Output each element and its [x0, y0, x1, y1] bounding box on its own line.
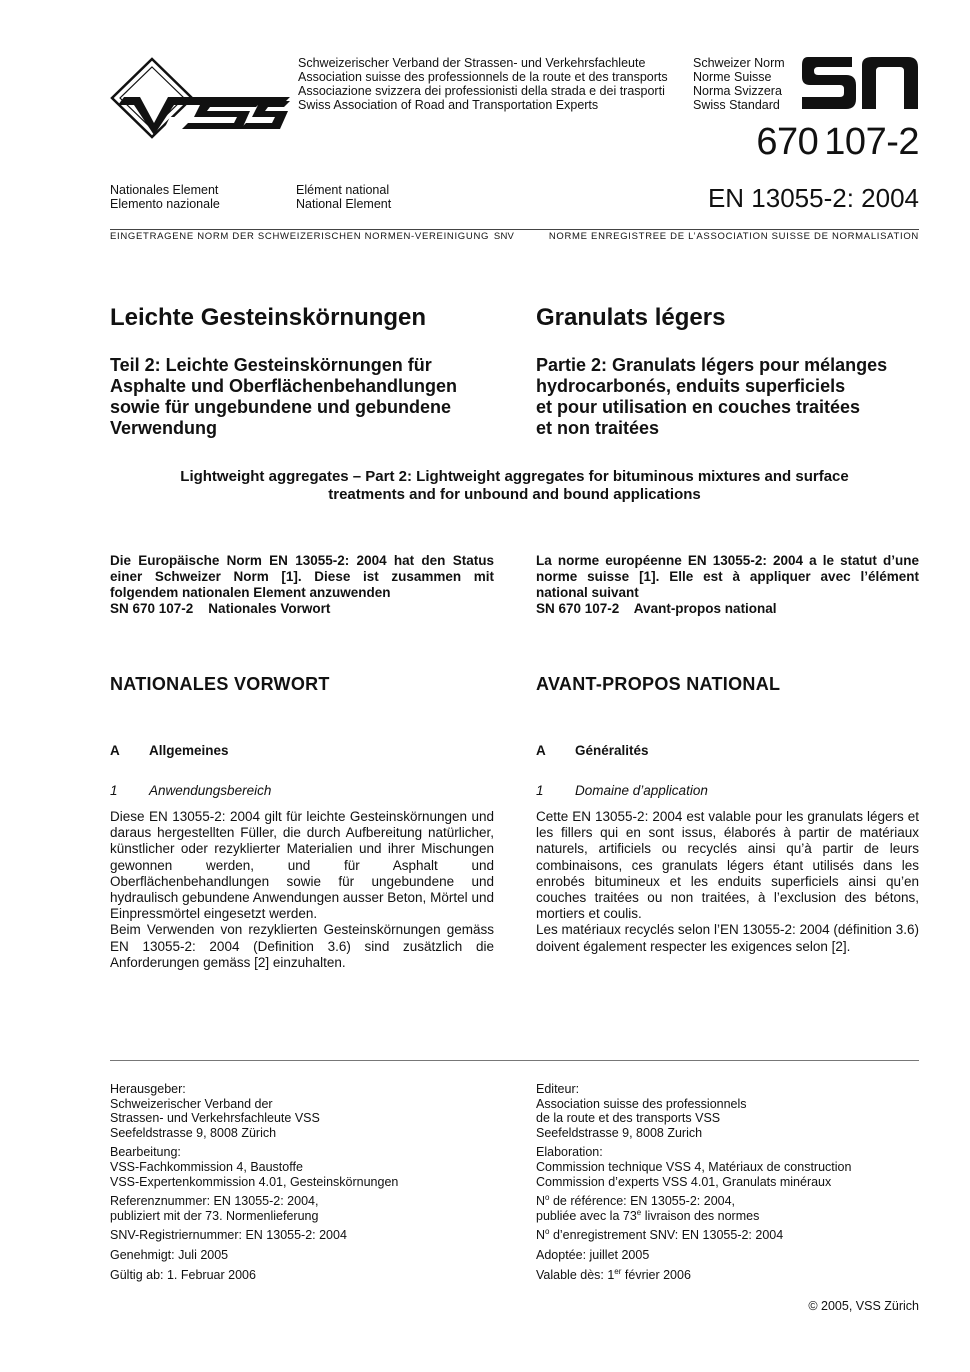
- subtitle-fr-line: hydrocarbonés, enduits superficiels: [536, 376, 846, 396]
- reg-sup: o: [545, 1227, 550, 1237]
- imprint-line: VSS-Fachkommission 4, Baustoffe: [110, 1159, 303, 1174]
- ref-line2sup: e: [636, 1207, 642, 1217]
- imprint-de-publisher: [110, 1082, 494, 1140]
- ref-rest: de référence: EN 13055-2: 2004,: [549, 1194, 736, 1209]
- element-label-left: [110, 183, 220, 211]
- subheading-de: [110, 783, 494, 798]
- imprint-de-reference: [110, 1194, 494, 1223]
- status-de: [110, 553, 494, 617]
- norm-line-en: Swiss Standard: [693, 98, 780, 112]
- imprint-line: Commission technique VSS 4, Matériaux de construction: [536, 1159, 852, 1174]
- subheading-de-number: 1: [110, 783, 118, 798]
- heading-de-letter: A: [110, 743, 120, 758]
- imprint-line: VSS-Expertenkommission 4.01, Gesteinskörnungen: [110, 1174, 399, 1189]
- valid-sup: er: [614, 1266, 622, 1276]
- valid-b: février 2006: [621, 1267, 691, 1282]
- subtitle-de-line: Teil 2: Leichte Gesteinskörnungen für: [110, 355, 432, 375]
- body-fr: [536, 809, 919, 955]
- imprint-fr-approved: Adoptée: juillet 2005: [536, 1247, 650, 1262]
- body-de-paragraph: Beim Verwenden von rezyklierten Gesteinskörnungen gemäss EN 13055-2: 2004 (Definition 3.6) sind zusätzlich die Anforderungen gemäss [2] einzuhalten.: [110, 922, 494, 970]
- subheading-de-text: Anwendungsbereich: [149, 783, 272, 798]
- en-reference: EN 13055-2: 2004: [707, 183, 919, 213]
- imprint-line: publiziert mit der 73. Normenlieferung: [110, 1208, 319, 1223]
- subtitle-de-line: Asphalte und Oberflächenbehandlungen: [110, 376, 458, 396]
- norm-line-de: Schweizer Norm: [693, 56, 785, 70]
- heading-de-text: Allgemeines: [149, 743, 229, 758]
- imprint-line: Seefeldstrasse 9, 8008 Zürich: [110, 1125, 277, 1140]
- element-label-en: National Element: [296, 197, 392, 211]
- element-label-de: Nationales Element: [110, 183, 219, 197]
- imprint-fr-valid: [536, 1268, 919, 1283]
- status-fr-reference: SN 670 107-2 Avant-propos national: [536, 601, 777, 616]
- subtitle-fr-line: Partie 2: Granulats légers pour mélanges: [536, 355, 888, 375]
- element-label-mid: [296, 183, 391, 211]
- standard-type-lines: [693, 56, 785, 112]
- ref-prefix: N: [536, 1194, 546, 1209]
- registry-text-fr: NORME ENREGISTREE DE L’ASSOCIATION SUISSE DE NORMALISATION: [548, 231, 919, 242]
- imprint-line: Editeur:: [536, 1082, 580, 1096]
- org-line-de: Schweizerischer Verband der Strassen- und Verkehrsfachleute: [298, 56, 646, 70]
- imprint-line: Herausgeber:: [110, 1082, 186, 1096]
- heading-fr: [536, 743, 919, 758]
- valid-a: Valable dès: 1: [536, 1267, 615, 1282]
- section-title-fr: AVANT-PROPOS NATIONAL: [536, 674, 781, 694]
- imprint-fr: [536, 1082, 919, 1287]
- imprint-line: Commission d’experts VSS 4.01, Granulats minéraux: [536, 1174, 832, 1189]
- imprint-fr-reference: [536, 1194, 919, 1223]
- footer-divider: [110, 1060, 919, 1061]
- imprint-line: Bearbeitung:: [110, 1145, 181, 1160]
- imprint-line: Schweizerischer Verband der: [110, 1096, 273, 1111]
- subheading-fr-number: 1: [536, 783, 544, 798]
- element-label-it: Elemento nazionale: [110, 197, 220, 211]
- org-line-en: Swiss Association of Road and Transportation Experts: [298, 98, 599, 112]
- vss-logo: [110, 57, 290, 141]
- element-label-fr: Elément national: [296, 183, 390, 197]
- document-number-part-b: 107-2: [824, 121, 919, 163]
- subheading-fr: [536, 783, 919, 798]
- imprint-de-registry: SNV-Registriernummer: EN 13055-2: 2004: [110, 1228, 347, 1243]
- sn-logo: [800, 55, 920, 111]
- document-number: [756, 121, 919, 164]
- subtitle-de-line: Verwendung: [110, 418, 218, 438]
- registry-line: [110, 229, 919, 242]
- org-line-it: Associazione svizzera dei professionisti della strada e dei trasporti: [298, 84, 665, 98]
- status-fr-text: La norme européenne EN 13055-2: 2004 a le statut d’une norme suisse [1]. Elle est à appliquer avec l’élément national suivant: [536, 553, 919, 600]
- imprint-line: Seefeldstrasse 9, 8008 Zurich: [536, 1125, 703, 1140]
- subtitle-fr-line: et non traitées: [536, 418, 660, 438]
- title-en-line: treatments and for unbound and bound applications: [328, 486, 701, 503]
- status-fr: [536, 553, 919, 617]
- reg-prefix: N: [536, 1228, 546, 1243]
- heading-fr-text: Généralités: [575, 743, 649, 758]
- imprint-fr-publisher: [536, 1082, 919, 1140]
- registry-snv: SNV: [493, 231, 515, 242]
- imprint-de-approved: Genehmigt: Juli 2005: [110, 1247, 229, 1262]
- body-fr-paragraph: Les matériaux recyclés selon l’EN 13055-2: 2004 (définition 3.6) doivent également respecter les exigences selon [2].: [536, 922, 919, 954]
- imprint-line: Strassen- und Verkehrsfachleute VSS: [110, 1111, 320, 1126]
- subtitle-de: [110, 355, 494, 439]
- ref-line2a: publiée avec la 73: [536, 1208, 637, 1223]
- body-de: [110, 809, 494, 971]
- norm-line-fr: Norme Suisse: [693, 70, 772, 84]
- status-de-reference: SN 670 107-2 Nationales Vorwort: [110, 601, 331, 616]
- copyright: © 2005, VSS Zürich: [808, 1299, 919, 1313]
- subtitle-fr-line: et pour utilisation en couches traitées: [536, 397, 861, 417]
- status-de-text: Die Europäische Norm EN 13055-2: 2004 hat den Status einer Schweizer Norm [1]. Diese ist zusammen mit folgendem nationalen Element anzuwenden: [110, 553, 494, 600]
- title-en-line: Lightweight aggregates – Part 2: Lightweight aggregates for bituminous mixtures and surface: [180, 468, 849, 485]
- imprint-line: Referenznummer: EN 13055-2: 2004,: [110, 1194, 319, 1209]
- body-de-paragraph: Diese EN 13055-2: 2004 gilt für leichte Gesteinskörnungen und daraus hergestellten Füller, die durch Aufbereitung natürlicher, künstlicher oder rezyklierter Materialien und ihrer Mischungen gewonnen werden, und für Asphalt und Oberflächenbehandlungen sowie für ungebundene und hydraulisch gebundene Anwendungen ausser Beton, Mörtel und Einpressmörtel eingesetzt werden.: [110, 809, 494, 922]
- subheading-fr-text: Domaine d’application: [575, 783, 708, 798]
- subtitle-de-line: sowie für ungebundene und gebundene: [110, 397, 451, 417]
- imprint-line: [536, 1194, 919, 1209]
- org-line-fr: Association suisse des professionnels de la route et des transports: [298, 70, 668, 84]
- imprint-de-valid: Gültig ab: 1. Februar 2006: [110, 1267, 256, 1282]
- ref-line2b: livraison des normes: [641, 1208, 760, 1223]
- imprint-fr-editing: [536, 1145, 919, 1189]
- body-fr-paragraph: Cette EN 13055-2: 2004 est valable pour les granulats légers et les fillers qui en sont issus, élaborés à partir de matériaux naturels, artificiels ou recyclés ainsi qu’à partir de leurs combinaisons, ces granulats légers étant utilisés dans les enrobés bitumineux et les enduits superficiels ainsi qu’en couches traitées ou non traitées, à l’exclusion des bétons, mortiers et coulis.: [536, 809, 919, 922]
- ref-sup: o: [545, 1193, 550, 1203]
- imprint-fr-registry: [536, 1228, 919, 1243]
- imprint-de-editing: [110, 1145, 494, 1189]
- subtitle-fr: [536, 355, 919, 439]
- imprint-line: [536, 1209, 919, 1224]
- organisation-names: [298, 56, 668, 112]
- document-number-part-a: 670: [756, 121, 819, 163]
- section-title-de: NATIONALES VORWORT: [110, 674, 330, 694]
- imprint-line: Association suisse des professionnels: [536, 1096, 747, 1111]
- title-de: Leichte Gesteinskörnungen: [110, 304, 427, 331]
- title-en: [110, 468, 919, 504]
- title-fr: Granulats légers: [536, 304, 726, 331]
- imprint-line: Elaboration:: [536, 1145, 603, 1160]
- reg-rest: d’enregistrement SNV: EN 13055-2: 2004: [549, 1228, 784, 1243]
- imprint-de: [110, 1082, 494, 1287]
- heading-de: [110, 743, 494, 758]
- registry-text-de: EINGETRAGENE NORM DER SCHWEIZERISCHEN NORMEN-VEREINIGUNG: [110, 231, 490, 242]
- norm-line-it: Norma Svizzera: [693, 84, 782, 98]
- imprint-line: de la route et des transports VSS: [536, 1111, 721, 1126]
- heading-fr-letter: A: [536, 743, 546, 758]
